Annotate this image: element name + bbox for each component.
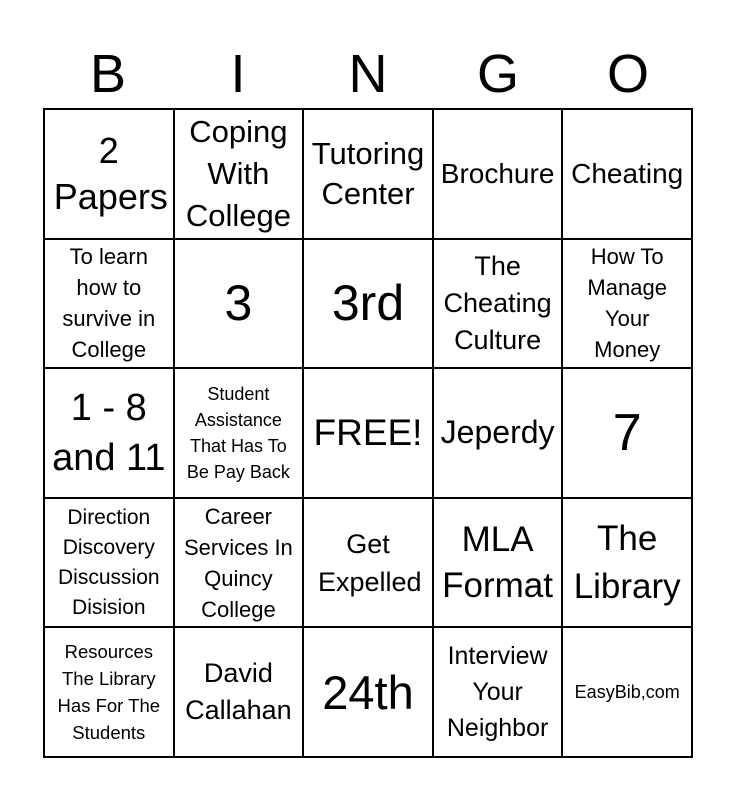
header-letter-o: O [606,44,649,104]
bingo-cell: 1 - 8 and 11 [44,368,174,498]
header-letter-g: G [476,44,519,104]
bingo-cell: The Cheating Culture [433,239,563,369]
bingo-cell: Interview Your Neighbor [433,627,563,757]
bingo-cell: Brochure [433,109,563,239]
bingo-cell: Student Assistance That Has To Be Pay Back [174,368,304,498]
bingo-cell: Career Services In Quincy College [174,498,304,628]
bingo-cell: 3 [174,239,304,369]
bingo-cell: David Callahan [174,627,304,757]
bingo-cell: 7 [562,368,692,498]
bingo-cell: The Library [562,498,692,628]
bingo-cell: EasyBib,com [562,627,692,757]
bingo-cell: Cheating [562,109,692,239]
bingo-cell: 24th [303,627,433,757]
bingo-cell: 2 Papers [44,109,174,239]
bingo-header [43,40,693,108]
bingo-board [43,108,693,758]
bingo-cell: FREE! [303,368,433,498]
bingo-cell: Coping With College [174,109,304,239]
header-letter-i: I [230,44,246,104]
bingo-cell: How To Manage Your Money [562,239,692,369]
header-letter-n: N [348,44,388,104]
header-letter-b: B [89,44,127,104]
bingo-cell: Direction Discovery Discussion Disision [44,498,174,628]
bingo-cell: To learn how to survive in College [44,239,174,369]
bingo-cell: 3rd [303,239,433,369]
bingo-cell: Get Expelled [303,498,433,628]
bingo-cell: Jeperdy [433,368,563,498]
bingo-cell: Tutoring Center [303,109,433,239]
bingo-cell: MLA Format [433,498,563,628]
bingo-cell: Resources The Library Has For The Students [44,627,174,757]
